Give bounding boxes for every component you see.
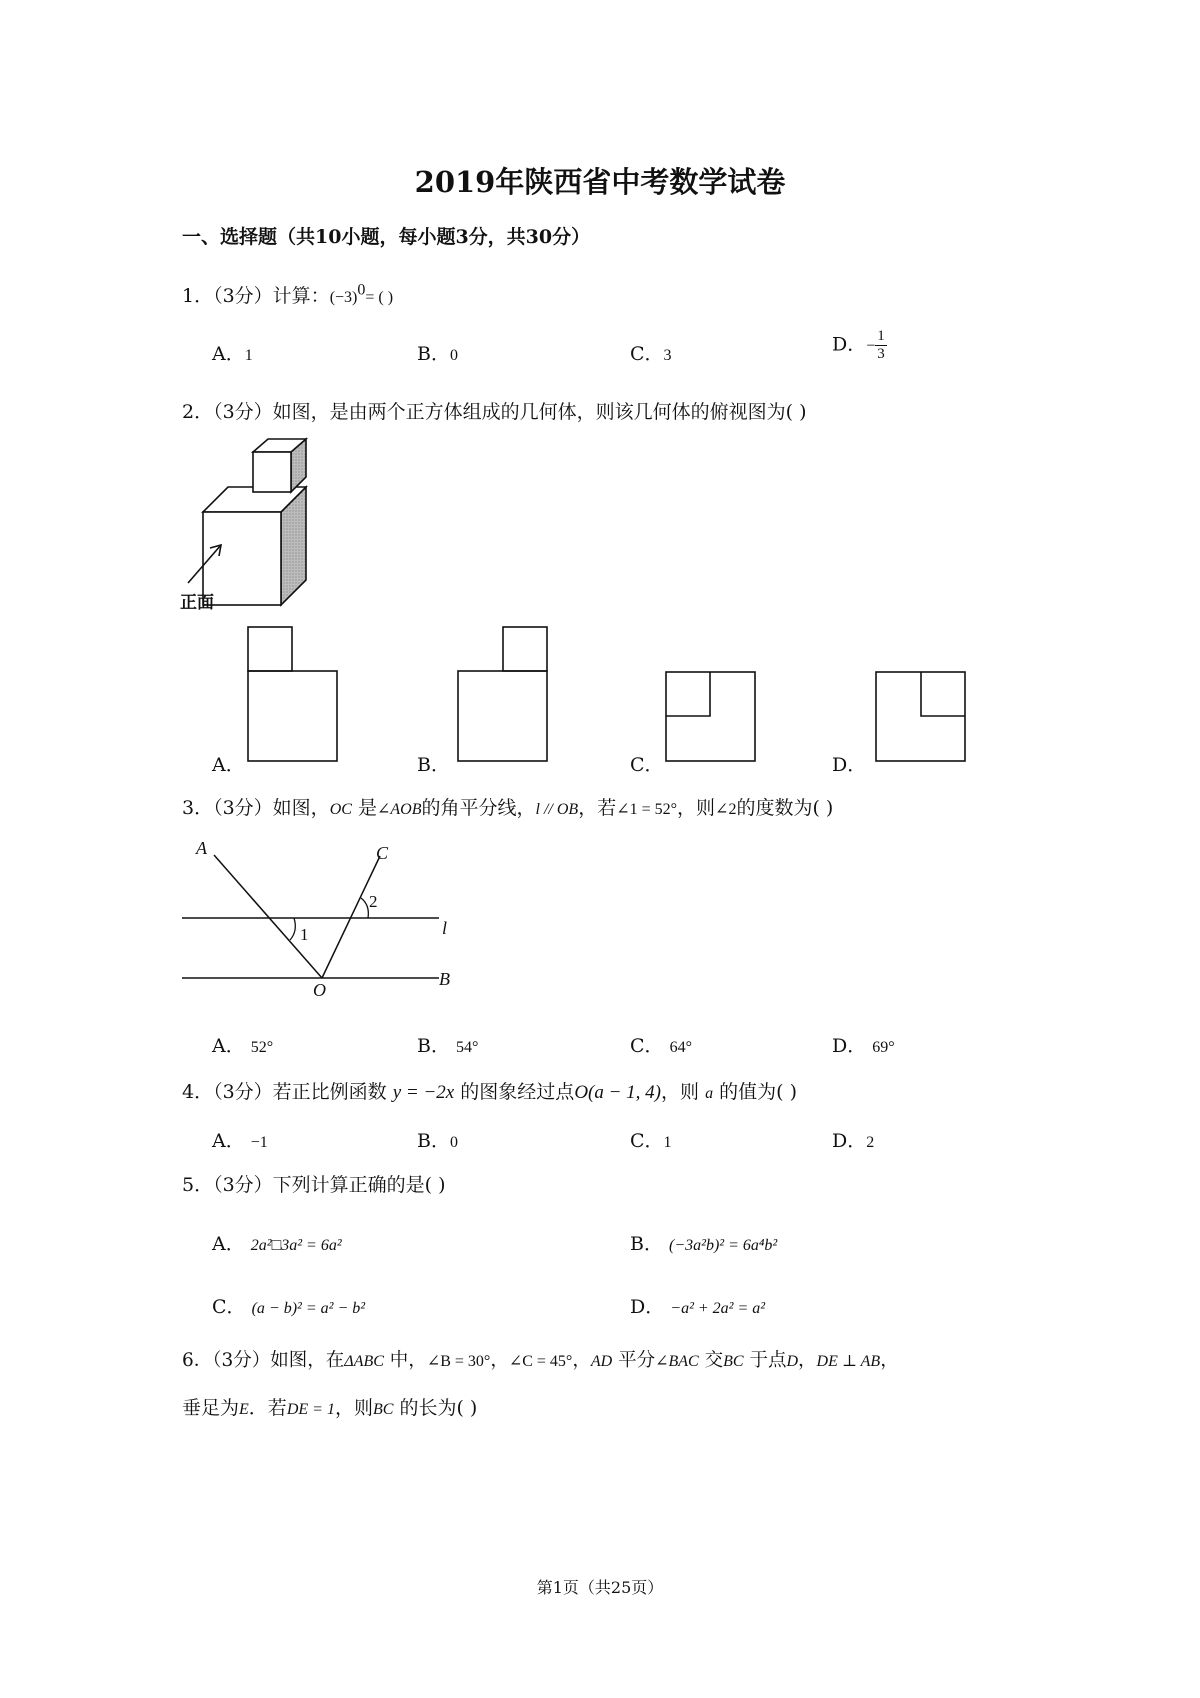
q3-option-b: B． 54° (417, 1035, 479, 1057)
question-5: 5．（3分）下列计算正确的是( ) (182, 1174, 446, 1196)
q3-label-l: l (442, 918, 448, 938)
question-2: 2．（3分）如图，是由两个正方体组成的几何体，则该几何体的俯视图为( ) (182, 401, 807, 423)
front-label: 正面 (180, 593, 214, 613)
q1-expr-tail: = ( ) (365, 289, 394, 306)
q1-stem: 1．（3分）计算： (182, 285, 330, 307)
q2-option-d: D． (832, 754, 867, 776)
question-3: 3．（3分）如图，OC 是∠AOB的角平分线，l // OB，若∠1 = 52°，则∠2的度数为( ) (182, 797, 834, 819)
q4-option-b: B．0 (417, 1130, 458, 1152)
q2-option-a-figure (248, 627, 348, 767)
q2-option-a: A． (212, 754, 245, 776)
angle-2-arc (361, 898, 368, 918)
q5-option-b: B． (−3a²b)² = 6a⁴b² (630, 1233, 778, 1255)
ray-oc (322, 856, 380, 978)
q3-label-1: 1 (300, 925, 309, 944)
page-title: 2019年陕西省中考数学试卷 (414, 165, 786, 199)
q1-option-b: B．0 (417, 343, 458, 365)
q3-oc: OC (329, 801, 352, 818)
q1-option-d-fraction: $\frac{1}{3}$ (877, 328, 885, 362)
q3-label-o: O (313, 980, 326, 1000)
q5-option-c: C． (a − b)² = a² − b² (212, 1296, 366, 1318)
q4-option-c: C．1 (630, 1130, 672, 1152)
question-6-line-2: 垂足为E．若DE = 1，则BC 的长为( ) (182, 1397, 478, 1419)
q3-condition: ∠1 = 52° (616, 801, 678, 818)
section-heading: 一、选择题（共10小题，每小题3分，共30分） (182, 226, 591, 248)
q3-label-b: B (439, 969, 450, 989)
question-6-line-1: 6．（3分）如图，在ΔABC 中，∠B = 30°，∠C = 45°，AD 平分∠BAC 交BC 于点D，DE ⊥ AB， (182, 1350, 899, 1371)
q3-label-c: C (376, 843, 389, 863)
question-1 (182, 281, 393, 308)
q3-label-2: 2 (369, 892, 378, 911)
angle-1-arc (290, 918, 295, 940)
q4-var: a (705, 1085, 714, 1102)
q5-option-a: A． 2a²□3a² = 6a² (212, 1233, 342, 1255)
q2-option-b: B． (417, 754, 450, 776)
q1-expr-base: (−3) (329, 289, 358, 306)
small-cube-front (253, 452, 291, 492)
q4-option-a: A． −1 (212, 1130, 268, 1152)
q1-expr-exp: 0 (357, 281, 366, 299)
q4-point: O(a − 1, 4) (574, 1082, 662, 1103)
q3-label-a: A (196, 838, 207, 858)
q1-option-c: C．3 (630, 343, 672, 365)
q3-option-c: C． 64° (630, 1035, 692, 1057)
q3-ask: ∠2 (715, 801, 737, 818)
q3-parallel: l // OB (535, 801, 579, 818)
q3-option-a: A． 52° (212, 1035, 274, 1057)
ray-oa (214, 855, 322, 978)
q2-option-d-figure (876, 672, 976, 772)
q2-option-c: C． (630, 754, 664, 776)
q2-option-c-figure (666, 672, 766, 772)
big-cube-front (203, 512, 281, 605)
q2-option-b-figure (458, 627, 558, 767)
q1-option-d: D．− $\frac{1}{3}$ (832, 328, 885, 362)
q4-function: y = −2x (392, 1082, 455, 1103)
page-footer: 第1页（共25页） (536, 1578, 664, 1597)
q3-option-d: D． 69° (832, 1035, 895, 1057)
q3-angle-aob: ∠AOB (376, 801, 422, 818)
question-4: 4．（3分）若正比例函数 y = −2x 的图象经过点O(a − 1, 4)，则 a 的值为( ) (182, 1081, 797, 1103)
q1-option-a: A．1 (212, 343, 253, 365)
q4-option-d: D．2 (832, 1130, 875, 1152)
q5-option-d: D． −a² + 2a² = a² (630, 1296, 766, 1318)
